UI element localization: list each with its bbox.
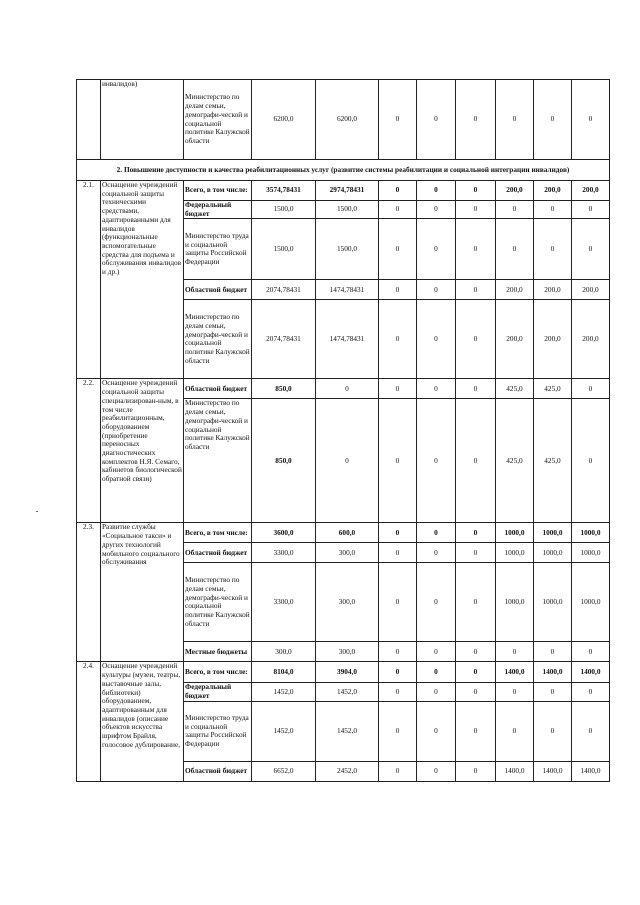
value-cell: 0: [316, 379, 379, 399]
value-cell: 1000,0: [572, 543, 610, 563]
value-cell: 2074,78431: [252, 300, 316, 379]
value-cell: 0: [496, 701, 534, 761]
value-cell: 0: [379, 300, 417, 379]
value-cell: 0: [456, 543, 496, 563]
value-cell: 1500,0: [316, 219, 379, 280]
value-cell: 1400,0: [534, 761, 572, 781]
value-cell: 0: [534, 642, 572, 662]
value-cell: 1500,0: [316, 201, 379, 219]
value-cell: 0: [456, 523, 496, 543]
value-cell: 0: [456, 300, 496, 379]
value-cell: 0: [534, 683, 572, 701]
value-cell: 3300,0: [252, 543, 316, 563]
value-cell: 1452,0: [316, 683, 379, 701]
value-cell: 200,0: [572, 280, 610, 300]
table-row: [77, 181, 610, 201]
value-cell: 0: [417, 399, 456, 523]
value-cell: 425,0: [496, 399, 534, 523]
value-cell: 0: [417, 563, 456, 642]
value-cell: 0: [572, 379, 610, 399]
table-row: [77, 379, 610, 399]
value-cell: 1500,0: [252, 201, 316, 219]
table-row: [77, 80, 610, 160]
value-cell: 200,0: [534, 280, 572, 300]
value-cell: 0: [496, 80, 534, 160]
value-cell: 0: [379, 761, 417, 781]
funding-source: Федеральный бюджет: [184, 683, 252, 701]
funding-source: Местные бюджеты: [184, 642, 252, 662]
value-cell: 0: [417, 761, 456, 781]
value-cell: 0: [572, 683, 610, 701]
value-cell: 0: [456, 219, 496, 280]
funding-source: Министерство по делам семьи, демографи-ческой и социальной политике Калужской области: [184, 563, 252, 642]
item-number: 2.2.: [77, 379, 101, 523]
measure-description: Развитие службы «Социальное такси» и других технологий мобильного социального обслуживания: [101, 523, 184, 662]
value-cell: 0: [379, 201, 417, 219]
value-cell: 425,0: [496, 379, 534, 399]
value-cell: 0: [417, 662, 456, 683]
measure-description: Оснащение учреждений социальной защиты специализирован-ным, в том числе реабилитационным, оборудованием (приобретение переносных диагностических комплектов Н.Я. Семаго, кабинетов биологической обратной связи): [101, 379, 184, 523]
funding-source: Министерство труда и социальной защиты Российской Федерации: [184, 219, 252, 280]
value-cell: 1474,78431: [316, 280, 379, 300]
value-cell: 200,0: [496, 181, 534, 201]
value-cell: 0: [534, 80, 572, 160]
value-cell: 2974,78431: [316, 181, 379, 201]
value-cell: 1452,0: [252, 701, 316, 761]
value-cell: 0: [417, 701, 456, 761]
funding-source: Областной бюджет: [184, 761, 252, 781]
value-cell: 300,0: [316, 642, 379, 662]
value-cell: 0: [572, 80, 610, 160]
value-cell: 0: [456, 761, 496, 781]
value-cell: 0: [417, 523, 456, 543]
value-cell: 0: [417, 80, 456, 160]
section-header-row: [77, 160, 610, 181]
value-cell: 1452,0: [252, 683, 316, 701]
value-cell: 0: [379, 379, 417, 399]
value-cell: 0: [572, 642, 610, 662]
value-cell: 1474,78431: [316, 300, 379, 379]
value-cell: 3574,78431: [252, 181, 316, 201]
value-cell: 200,0: [496, 280, 534, 300]
value-cell: 0: [456, 642, 496, 662]
value-cell: 1000,0: [496, 563, 534, 642]
value-cell: 425,0: [534, 379, 572, 399]
value-cell: 1000,0: [534, 563, 572, 642]
value-cell: 0: [379, 523, 417, 543]
value-cell: 0: [456, 201, 496, 219]
value-cell: 0: [456, 683, 496, 701]
funding-source: Министерство труда и социальной защиты Российской Федерации: [184, 701, 252, 761]
value-cell: 0: [379, 543, 417, 563]
funding-source: Всего, в том числе:: [184, 662, 252, 683]
value-cell: 0: [496, 642, 534, 662]
value-cell: 0: [456, 399, 496, 523]
value-cell: 0: [572, 701, 610, 761]
value-cell: 0: [456, 280, 496, 300]
value-cell: 0: [534, 701, 572, 761]
value-cell: 0: [496, 219, 534, 280]
value-cell: 1000,0: [496, 543, 534, 563]
value-cell: 2074,78431: [252, 280, 316, 300]
section-title: 2. Повышение доступности и качества реабилитационных услуг (развитие системы реабилитации и социальной интеграции инвалидов): [77, 160, 610, 181]
value-cell: 0: [456, 80, 496, 160]
value-cell: 200,0: [534, 300, 572, 379]
value-cell: 300,0: [316, 563, 379, 642]
funding-source: Областной бюджет: [184, 280, 252, 300]
table-row: [77, 523, 610, 543]
value-cell: 6652,0: [252, 761, 316, 781]
funding-source: Министерство по делам семьи, демографи-ческой и социальной политике Калужской области: [184, 399, 252, 523]
value-cell: 0: [456, 662, 496, 683]
value-cell: 0: [417, 181, 456, 201]
value-cell: 0: [379, 80, 417, 160]
row-number-cell: [77, 80, 101, 160]
value-cell: 600,0: [316, 523, 379, 543]
value-cell: 0: [417, 642, 456, 662]
scan-speck: [36, 511, 38, 512]
item-number: 2.4.: [77, 662, 101, 781]
value-cell: 1000,0: [572, 523, 610, 543]
value-cell: 200,0: [496, 300, 534, 379]
value-cell: 425,0: [534, 399, 572, 523]
value-cell: 6200,0: [316, 80, 379, 160]
value-cell: 200,0: [534, 181, 572, 201]
table-row: [77, 662, 610, 683]
value-cell: 0: [417, 280, 456, 300]
value-cell: 0: [379, 662, 417, 683]
funding-source: Министерство по делам семьи, демографи-ческой и социальной политике Калужской области: [184, 300, 252, 379]
value-cell: 300,0: [252, 642, 316, 662]
program-measures-table: [76, 79, 610, 782]
funding-source: Федеральный бюджет: [184, 201, 252, 219]
value-cell: 200,0: [572, 181, 610, 201]
value-cell: 2452,0: [316, 761, 379, 781]
value-cell: 0: [417, 201, 456, 219]
value-cell: 0: [456, 181, 496, 201]
value-cell: 1000,0: [534, 523, 572, 543]
value-cell: 200,0: [572, 300, 610, 379]
measure-description: инвалидов): [101, 80, 184, 160]
value-cell: 0: [456, 701, 496, 761]
value-cell: 0: [379, 181, 417, 201]
value-cell: 0: [379, 683, 417, 701]
value-cell: 0: [572, 399, 610, 523]
item-number: 2.3.: [77, 523, 101, 662]
value-cell: 850,0: [252, 379, 316, 399]
value-cell: 850,0: [252, 399, 316, 523]
value-cell: 1400,0: [534, 662, 572, 683]
measure-description: Оснащение учреждений социальной защиты техническими средствами, адаптированными для инвалидов (функциональные вспомогательные средства для подъема и обслуживания инвалидов и др.): [101, 181, 184, 379]
value-cell: 1500,0: [252, 219, 316, 280]
item-number: 2.1.: [77, 181, 101, 379]
value-cell: 0: [496, 201, 534, 219]
value-cell: 3300,0: [252, 563, 316, 642]
value-cell: 1000,0: [572, 563, 610, 642]
value-cell: 0: [379, 701, 417, 761]
value-cell: 0: [316, 399, 379, 523]
value-cell: 0: [417, 300, 456, 379]
value-cell: 0: [417, 683, 456, 701]
value-cell: 3904,0: [316, 662, 379, 683]
value-cell: 0: [417, 379, 456, 399]
funding-source: Министерство по делам семьи, демографи-ческой и социальной политике Калужской области: [184, 80, 252, 160]
value-cell: 1452,0: [316, 701, 379, 761]
value-cell: 0: [379, 219, 417, 280]
funding-source: Всего, в том числе:: [184, 181, 252, 201]
value-cell: 1400,0: [572, 662, 610, 683]
value-cell: 3600,0: [252, 523, 316, 543]
value-cell: 0: [379, 280, 417, 300]
value-cell: 0: [379, 563, 417, 642]
value-cell: 0: [534, 201, 572, 219]
funding-source: Областной бюджет: [184, 543, 252, 563]
value-cell: 0: [496, 683, 534, 701]
value-cell: 6200,0: [252, 80, 316, 160]
value-cell: 0: [456, 563, 496, 642]
value-cell: 1000,0: [534, 543, 572, 563]
value-cell: 0: [572, 201, 610, 219]
funding-source: Областной бюджет: [184, 379, 252, 399]
value-cell: 1400,0: [496, 761, 534, 781]
value-cell: 1400,0: [572, 761, 610, 781]
value-cell: 1000,0: [496, 523, 534, 543]
value-cell: 0: [379, 399, 417, 523]
measure-description: Оснащение учреждений культуры (музеи, театры, выставочные залы, библиотеки) оборудованием, адаптированным для инвалидов (описание объектов искусства шрифтом Брайля, голосовое дублирование,: [101, 662, 184, 781]
value-cell: 0: [379, 642, 417, 662]
value-cell: 8104,0: [252, 662, 316, 683]
value-cell: 300,0: [316, 543, 379, 563]
value-cell: 0: [534, 219, 572, 280]
value-cell: 1400,0: [496, 662, 534, 683]
value-cell: 0: [417, 543, 456, 563]
value-cell: 0: [456, 379, 496, 399]
value-cell: 0: [417, 219, 456, 280]
funding-source: Всего, в том числе:: [184, 523, 252, 543]
value-cell: 0: [572, 219, 610, 280]
